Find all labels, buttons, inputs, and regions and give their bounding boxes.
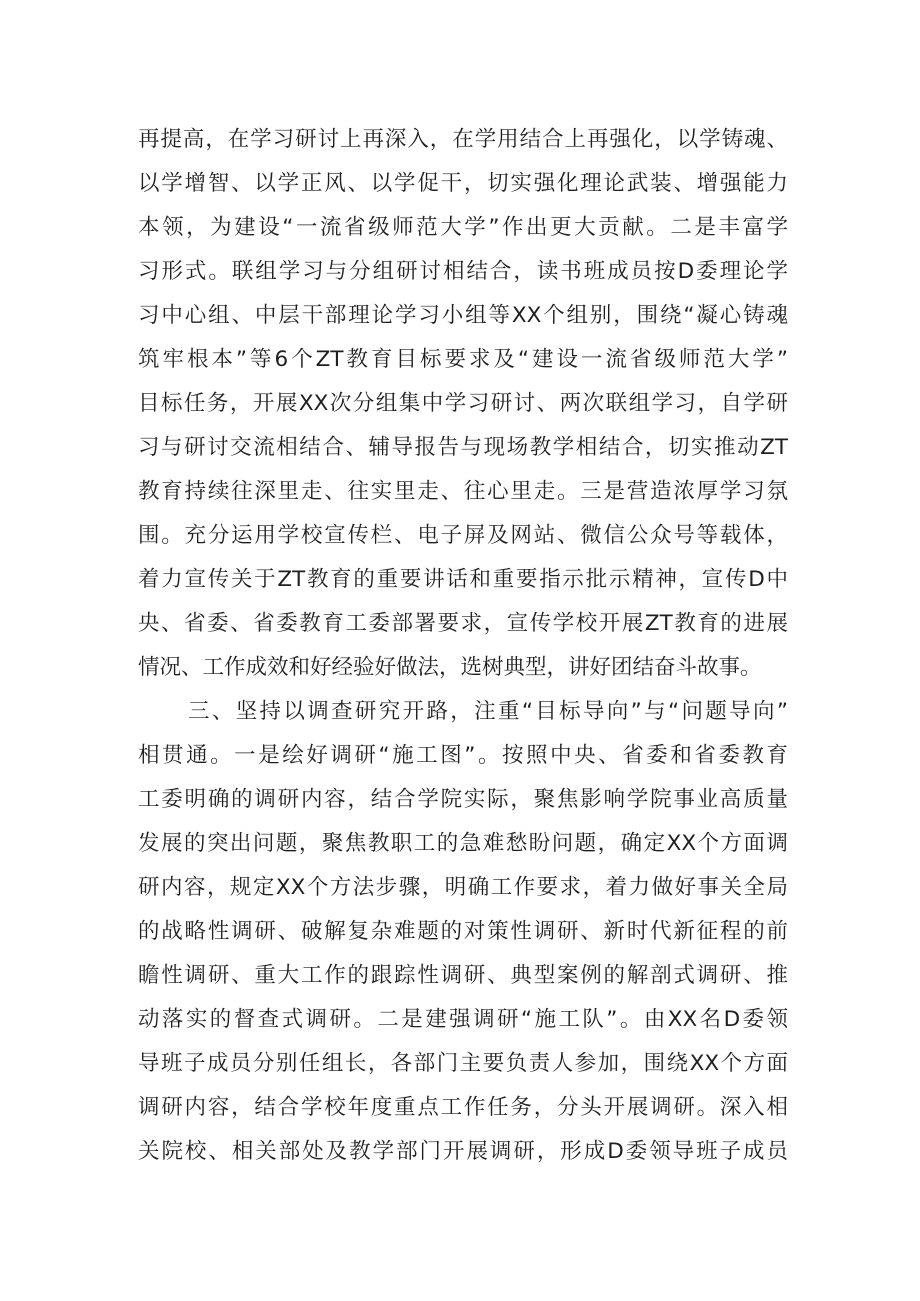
paragraph-line: 目标任务，开展XX次分组集中学习研讨、两次联组学习，自学研 — [138, 391, 788, 416]
paragraph-line: 发展的突出问题，聚焦教职工的急难愁盼问题，确定XX个方面调 — [138, 831, 788, 856]
paragraph-line: 导班子成员分别任组长，各部门主要负责人参加，围绕XX个方面 — [138, 1051, 788, 1076]
paragraph-line: 工委明确的调研内容，结合学院实际，聚焦影响学院事业高质量 — [138, 787, 788, 812]
paragraph-line: 习形式。联组学习与分组研讨相结合，读书班成员按D委理论学 — [138, 259, 788, 284]
paragraph-line: 瞻性调研、重大工作的跟踪性调研、典型案例的解剖式调研、推 — [138, 963, 788, 988]
paragraph-line: 的战略性调研、破解复杂难题的对策性调研、新时代新征程的前 — [138, 919, 788, 944]
paragraph-line: 围。充分运用学校宣传栏、电子屏及网站、微信公众号等载体， — [138, 523, 788, 548]
paragraph-line: 筑牢根本”等6个ZT教育目标要求及“建设一流省级师范大学” — [138, 347, 788, 372]
paragraph-line: 以学增智、以学正风、以学促干，切实强化理论武装、增强能力 — [138, 171, 788, 196]
paragraph-line: 习与研讨交流相结合、辅导报告与现场教学相结合，切实推动ZT — [138, 435, 788, 460]
paragraph-line: 关院校、相关部处及教学部门开展调研，形成D委领导班子成员 — [138, 1139, 788, 1164]
paragraph-line: 教育持续往深里走、往实里走、往心里走。三是营造浓厚学习氛 — [138, 479, 788, 504]
paragraph-line: 习中心组、中层干部理论学习小组等XX个组别，围绕“凝心铸魂 — [138, 303, 788, 328]
paragraph-line: 央、省委、省委教育工委部署要求，宣传学校开展ZT教育的进展 — [138, 611, 788, 636]
paragraph-line: 本领，为建设“一流省级师范大学”作出更大贡献。二是丰富学 — [138, 215, 788, 240]
section-heading-line: 三、坚持以调查研究开路，注重“目标导向”与“问题导向” — [188, 699, 788, 724]
paragraph-line: 着力宣传关于ZT教育的重要讲话和重要指示批示精神，宣传D中 — [138, 567, 788, 592]
paragraph-line: 调研内容，结合学校年度重点工作任务，分头开展调研。深入相 — [138, 1095, 788, 1120]
paragraph-line: 动落实的督查式调研。二是建强调研“施工队”。由XX名D委领 — [138, 1007, 788, 1032]
paragraph-line: 研内容，规定XX个方法步骤，明确工作要求，着力做好事关全局 — [138, 875, 788, 900]
paragraph-line: 相贯通。一是绘好调研“施工图”。按照中央、省委和省委教育 — [138, 743, 788, 768]
paragraph-line: 情况、工作成效和好经验好做法，选树典型，讲好团结奋斗故事。 — [138, 655, 762, 680]
paragraph-line: 再提高，在学习研讨上再深入，在学用结合上再强化，以学铸魂、 — [138, 127, 788, 152]
